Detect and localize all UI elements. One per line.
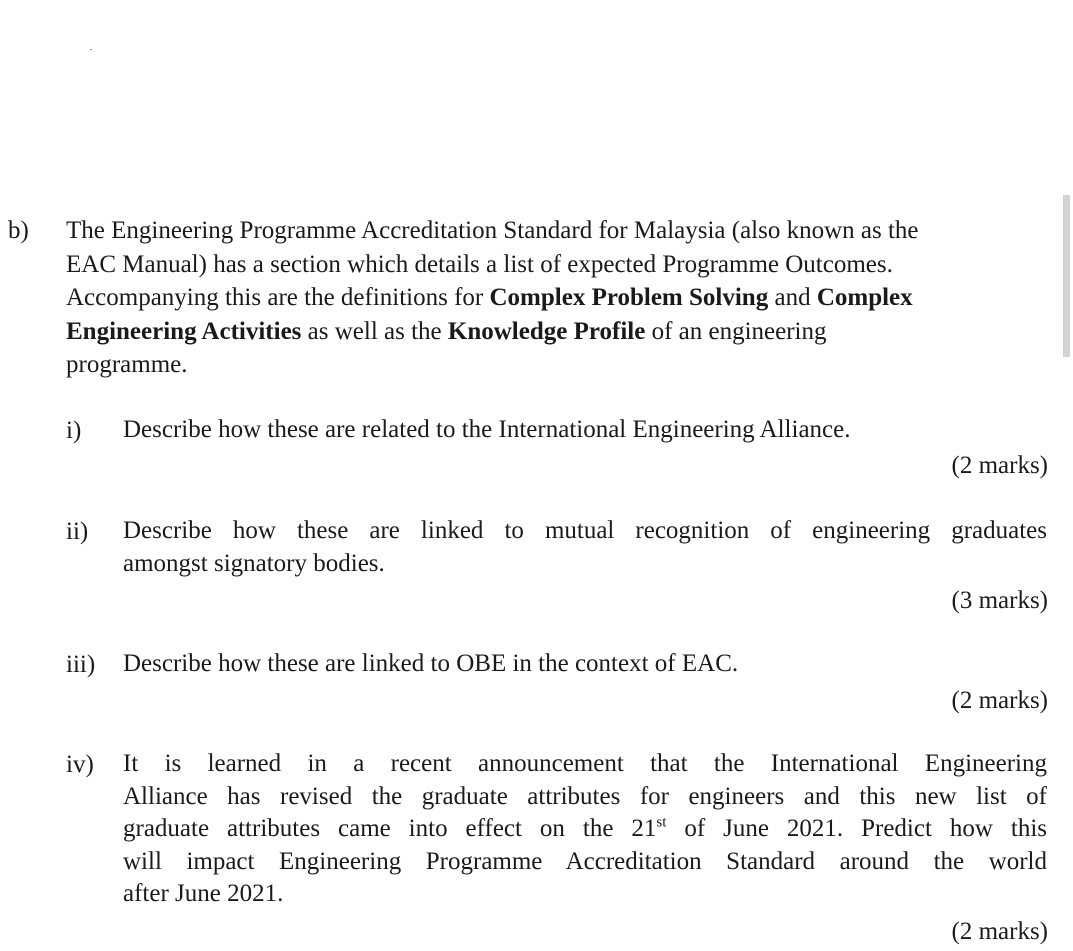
intro-line-2: EAC Manual) has a section which details a list of expected Programme Outcomes.	[66, 250, 893, 278]
intro-text: as well as the	[301, 317, 448, 345]
subquestion-text	[123, 748, 1047, 911]
intro-text: Accompanying this are the definitions for	[66, 284, 490, 311]
scrollbar-thumb[interactable]	[1063, 195, 1070, 357]
text-fragment: of June 2021. Predict how this	[666, 815, 1047, 842]
text-line-2: Alliance has revised the graduate attributes for engineers and this new list of	[123, 782, 1047, 810]
scan-speck	[90, 49, 92, 50]
subquestion-iv	[66, 748, 1048, 948]
subquestion-number: ii)	[66, 518, 89, 545]
subquestion-ii	[66, 515, 1048, 620]
marks-label: (2 marks)	[951, 687, 1048, 714]
intro-line-3	[66, 281, 1046, 315]
text-line-4: will impact Engineering Programme Accreditation Standard around the world	[123, 847, 1047, 875]
marks-label: (3 marks)	[951, 587, 1048, 614]
term-complex-problem-solving: Complex Problem Solving	[489, 284, 769, 311]
text-line-1: It is learned in a recent announcement that the International Engineering	[123, 750, 1047, 777]
subquestion-i	[66, 414, 1048, 484]
subquestion-number: i)	[66, 417, 82, 444]
term-knowledge-profile: Knowledge Profile	[447, 317, 646, 345]
ordinal-suffix: st	[656, 814, 667, 831]
subquestion-text: Describe how these are related to the International Engineering Alliance.	[123, 416, 851, 443]
text-line-1: Describe how these are linked to mutual recognition of engineering graduates	[123, 517, 1047, 544]
intro-line-1: The Engineering Programme Accreditation Standard for Malaysia (also known as the	[66, 217, 919, 244]
question-label: b)	[8, 217, 29, 244]
intro-line-4	[66, 315, 1046, 349]
subquestion-text: Describe how these are linked to OBE in the context of EAC.	[123, 650, 739, 677]
marks-label: (2 marks)	[951, 452, 1048, 479]
text-line-3	[123, 813, 1047, 846]
intro-text: and	[768, 284, 817, 311]
text-line-5: after June 2021.	[123, 880, 284, 907]
subquestion-text	[123, 515, 1047, 580]
marks-label: (2 marks)	[951, 918, 1048, 945]
term-complex: Complex	[816, 284, 913, 311]
subquestion-number: iv)	[66, 751, 94, 778]
intro-text: of an engineering	[645, 317, 827, 345]
subquestion-iii	[66, 648, 1048, 718]
text-line-2: amongst signatory bodies.	[123, 549, 385, 577]
intro-line-5: programme.	[66, 351, 188, 378]
subquestion-number: iii)	[66, 651, 96, 678]
text-fragment: graduate attributes came into effect on the 21	[123, 815, 657, 842]
question-intro	[66, 214, 1046, 382]
term-engineering-activities: Engineering Activities	[66, 317, 302, 345]
